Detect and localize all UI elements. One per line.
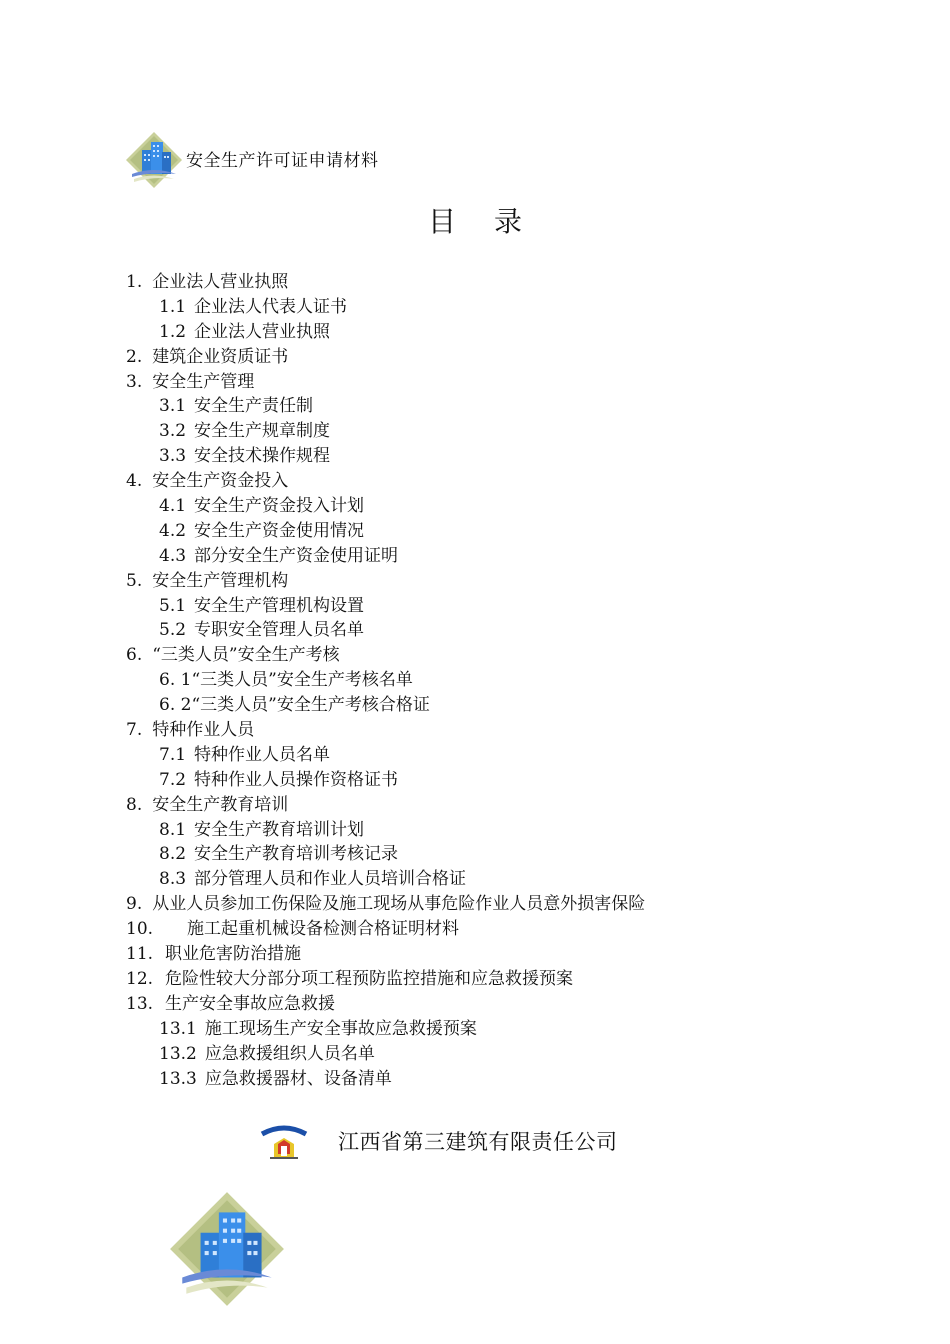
toc-item [126,320,846,345]
toc-item-number: 13. [126,993,154,1014]
toc-item [126,444,846,469]
toc-item [126,494,846,519]
toc-item-number: 7.1 [159,744,187,765]
toc-item [126,892,846,917]
toc-item-number: 11. [126,944,154,965]
toc-item-number: 13.3 [159,1068,197,1089]
toc-item [126,842,846,867]
company-emblem-icon [256,1120,312,1164]
toc-item [126,1067,846,1092]
toc-item-number: 7. [126,720,143,741]
toc-item [126,469,846,494]
toc-item-number: 1.2 [159,321,187,342]
toc-item [126,718,846,743]
toc-item-number: 9. [126,894,143,915]
toc-item-text: 特种作业人员 [152,720,255,741]
toc-item-text: 安全生产管理机构 [152,570,289,591]
toc-item-number: 3. [126,371,143,392]
toc-item [126,693,846,718]
toc-item-number: 13.1 [159,1018,197,1039]
toc-item [126,1042,846,1067]
toc-item-number: 4.3 [159,545,187,566]
table-of-contents [126,270,846,1091]
company-name: 江西省第三建筑有限责任公司 [338,1130,618,1154]
toc-item-number: 3.1 [159,396,187,417]
toc-item-text: 安全生产教育培训 [152,794,289,815]
toc-item [126,743,846,768]
toc-item [126,917,846,942]
toc-item [126,594,846,619]
toc-item-number: 8.1 [159,819,187,840]
toc-item [126,793,846,818]
toc-item-text: 企业法人营业执照 [194,321,331,342]
toc-item [126,270,846,295]
toc-item-number: 2. [126,346,143,367]
toc-title: 目录 [427,205,560,238]
toc-item-text: 施工现场生产安全事故应急救援预案 [204,1018,477,1039]
toc-item-number: 8.2 [159,844,187,865]
toc-item-number: 4. [126,471,143,492]
toc-item-text: 安全生产管理 [152,371,255,392]
toc-item [126,370,846,395]
toc-item-number: 8.3 [159,869,187,890]
toc-item-number: 5.1 [159,595,187,616]
toc-item [126,544,846,569]
toc-item-text: 安全生产责任制 [194,396,314,417]
toc-item [126,295,846,320]
toc-item-number: 4.2 [159,520,187,541]
toc-item-text: 危险性较大分部分项工程预防监控措施和应急救援预案 [165,968,574,989]
toc-item-text: 特种作业人员名单 [194,744,331,765]
toc-item-number: 12. [126,968,154,989]
toc-item-number: 1. [126,272,143,292]
toc-item-number: 6. 2 [159,695,192,716]
toc-item [126,345,846,370]
toc-item-number: 3.2 [159,421,187,442]
toc-item-text: 安全生产教育培训考核记录 [194,844,399,865]
toc-item-number: 6. 1 [159,670,192,691]
building-logo-icon [124,130,184,190]
toc-item-text: 部分安全生产资金使用证明 [194,545,399,566]
toc-item [126,942,846,967]
toc-item-text: 特种作业人员操作资格证书 [194,769,399,790]
building-logo-icon [166,1188,288,1310]
toc-item [126,967,846,992]
toc-item [126,643,846,668]
toc-item-number: 4.1 [159,496,187,517]
toc-item-text: 企业法人营业执照 [152,272,289,292]
toc-item [126,394,846,419]
toc-item-text: 施工起重机械设备检测合格证明材料 [187,919,460,940]
toc-item-text: “三类人员”安全生产考核名单 [191,670,413,691]
toc-item-text: 部分管理人员和作业人员培训合格证 [194,869,467,890]
toc-item-text: 安全生产管理机构设置 [194,595,365,616]
toc-item-number: 7.2 [159,769,187,790]
toc-item-text: 建筑企业资质证书 [152,346,289,367]
toc-item-text: 专职安全管理人员名单 [194,620,365,641]
toc-item-number: 5.2 [159,620,187,641]
toc-item-text: 安全生产规章制度 [194,421,331,442]
toc-item-text: 安全生产资金投入 [152,471,289,492]
toc-item-number: 3.3 [159,446,187,467]
toc-item-number: 1.1 [159,296,187,317]
toc-item-number: 10. [126,919,154,940]
toc-item-number: 13.2 [159,1043,197,1064]
header-title: 安全生产许可证申请材料 [186,151,379,171]
toc-item [126,519,846,544]
toc-item [126,1017,846,1042]
toc-item [126,419,846,444]
toc-item-text: 职业危害防治措施 [165,944,302,965]
toc-item [126,668,846,693]
toc-item-text: 安全生产资金使用情况 [194,520,365,541]
toc-item-number: 8. [126,794,143,815]
toc-item-text: 应急救援器材、设备清单 [204,1068,392,1089]
toc-item-number: 6. [126,645,143,666]
toc-item [126,768,846,793]
toc-item-text: 安全生产教育培训计划 [194,819,365,840]
toc-item [126,818,846,843]
toc-item [126,992,846,1017]
toc-item-number: 5. [126,570,143,591]
toc-item-text: 应急救援组织人员名单 [204,1043,375,1064]
toc-item-text: 企业法人代表人证书 [194,296,348,317]
toc-item [126,867,846,892]
toc-item-text: “三类人员”安全生产考核 [152,645,340,666]
toc-item [126,569,846,594]
toc-item-text: 从业人员参加工伤保险及施工现场从事危险作业人员意外损害保险 [152,894,646,915]
toc-item [126,618,846,643]
toc-item-text: 生产安全事故应急救援 [165,993,336,1014]
toc-item-text: 安全技术操作规程 [194,446,331,467]
toc-item-text: “三类人员”安全生产考核合格证 [191,695,430,716]
toc-item-text: 安全生产资金投入计划 [194,496,365,517]
